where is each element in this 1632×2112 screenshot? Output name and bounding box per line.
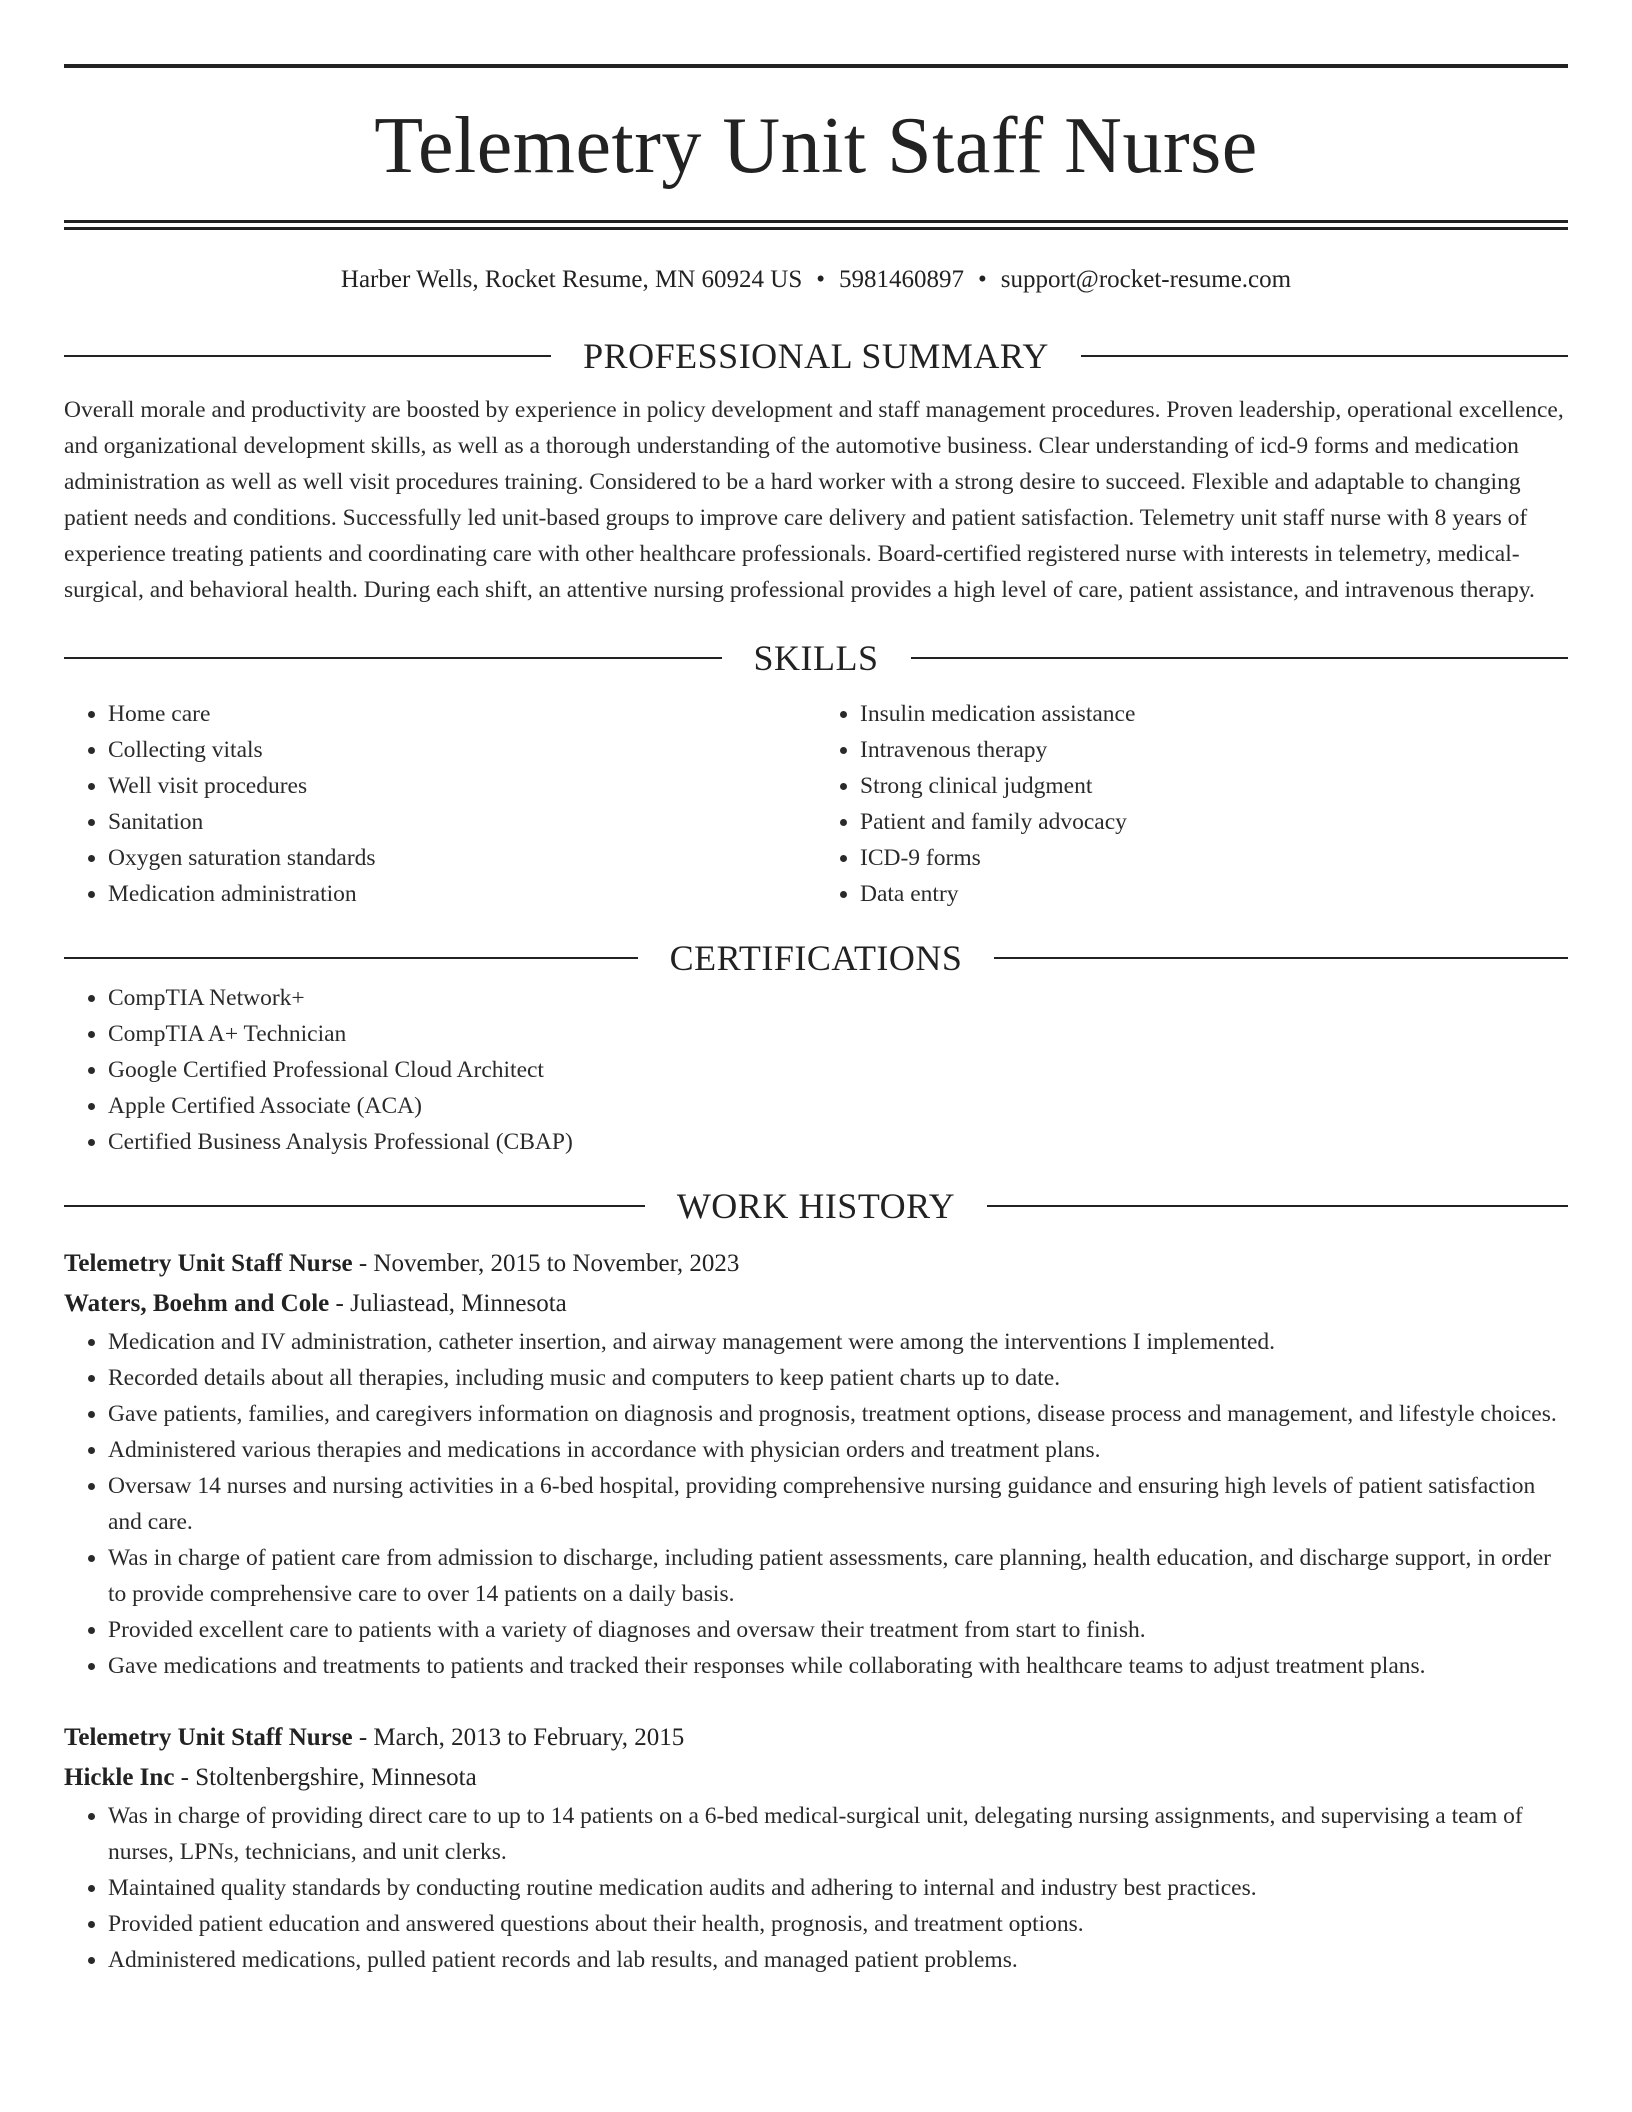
contact-phone: 5981460897 (839, 266, 965, 293)
contact-separator: • (978, 266, 987, 293)
job-title: Telemetry Unit Staff Nurse (64, 1250, 353, 1277)
job-title: Telemetry Unit Staff Nurse (64, 1724, 353, 1751)
skills-columns (64, 696, 1568, 912)
summary-text: Overall morale and productivity are boosted by experience in policy development and staff management procedures. Proven leadership, operational excellence, and organizational development skills, as well as a thorough understanding of the automotive business. Clear understanding of icd-9 forms and medication administration as well as well visit procedures training. Considered to be a hard worker with a strong desire to succeed. Flexible and adaptable to changing patient needs and conditions. Successfully led unit-based groups to improve care delivery and patient satisfaction. Telemetry unit staff nurse with 8 years of experience treating patients and coordinating care with other healthcare professionals. Board-certified registered nurse with interests in telemetry, medical-surgical, and behavioral health. During each shift, an attentive nursing professional provides a high level of care, patient assistance, and intravenous therapy. (64, 397, 1564, 603)
section-rule-left (64, 1205, 645, 1207)
list-item: • Medication and IV administration, catheter insertion, and airway management were among the interventions I implemented. (108, 1324, 1568, 1360)
contact-separator: • (816, 266, 826, 293)
contact-address: Harber Wells, Rocket Resume, MN 60924 US (340, 266, 803, 293)
job-dates: - November, 2015 to November, 2023 (352, 1250, 740, 1277)
section-rule-left (64, 355, 551, 357)
contact-email: support@rocket-resume.com (1000, 266, 1292, 293)
job-title-line (64, 1244, 1568, 1284)
section-rule-right (911, 657, 1569, 659)
resume-page (64, 0, 1568, 1978)
list-item: • Gave medications and treatments to patients and tracked their responses while collaborating with healthcare teams to adjust treatment plans. (108, 1648, 1568, 1684)
list-item: • Collecting vitals (108, 732, 816, 768)
list-item: • Insulin medication assistance (860, 696, 1568, 732)
job-company-line (64, 1284, 1568, 1324)
list-item: • Oversaw 14 nurses and nursing activities in a 6-bed hospital, providing comprehensive nursing guidance and ensuring high levels of patient satisfaction and care. (108, 1468, 1568, 1540)
skills-list-right (816, 696, 1568, 912)
list-item: • Gave patients, families, and caregivers information on diagnosis and prognosis, treatment options, disease process and management, and lifestyle choices. (108, 1396, 1568, 1432)
job-dates: - March, 2013 to February, 2015 (352, 1724, 685, 1751)
list-item: • Maintained quality standards by conducting routine medication audits and adhering to internal and industry best practices. (108, 1870, 1568, 1906)
section-title: CERTIFICATIONS (669, 938, 963, 978)
section-header-certifications (64, 936, 1568, 980)
section-rule-right (994, 957, 1568, 959)
skills-list-left (64, 696, 816, 912)
resume-title: Telemetry Unit Staff Nurse (374, 102, 1258, 190)
list-item: • Recorded details about all therapies, including music and computers to keep patient charts up to date. (108, 1360, 1568, 1396)
job-location: - Juliastead, Minnesota (329, 1290, 567, 1317)
section-rule-right (987, 1205, 1568, 1207)
list-item: • Home care (108, 696, 816, 732)
list-item: • CompTIA A+ Technician (108, 1016, 1568, 1052)
list-item: • Medication administration (108, 876, 816, 912)
job-title-line (64, 1718, 1568, 1758)
title-double-rule (64, 220, 1568, 230)
list-item: • Sanitation (108, 804, 816, 840)
job-entry (64, 1244, 1568, 1684)
list-item: • Certified Business Analysis Professional (CBAP) (108, 1124, 1568, 1160)
job-bullets (64, 1798, 1568, 1978)
job-bullets (64, 1324, 1568, 1684)
job-company-line (64, 1758, 1568, 1798)
certifications-list (64, 980, 1568, 1160)
section-rule-left (64, 957, 638, 959)
list-item: • Oxygen saturation standards (108, 840, 816, 876)
top-rule (64, 64, 1568, 68)
section-rule-left (64, 657, 722, 659)
section-header-work-history (64, 1184, 1568, 1228)
section-header-summary (64, 334, 1568, 378)
list-item: • Well visit procedures (108, 768, 816, 804)
section-title: WORK HISTORY (676, 1186, 956, 1226)
list-item: • CompTIA Network+ (108, 980, 1568, 1016)
list-item: • Apple Certified Associate (ACA) (108, 1088, 1568, 1124)
section-rule-right (1081, 355, 1568, 357)
list-item: • Administered medications, pulled patient records and lab results, and managed patient problems. (108, 1942, 1568, 1978)
list-item: • Provided excellent care to patients with a variety of diagnoses and oversaw their treatment from start to finish. (108, 1612, 1568, 1648)
list-item: • Was in charge of patient care from admission to discharge, including patient assessments, care planning, health education, and discharge support, in order to provide comprehensive care to over 14 patients on a daily basis. (108, 1540, 1568, 1612)
list-item: • Provided patient education and answered questions about their health, prognosis, and treatment options. (108, 1906, 1568, 1942)
list-item: • Administered various therapies and medications in accordance with physician orders and treatment plans. (108, 1432, 1568, 1468)
list-item: • ICD-9 forms (860, 840, 1568, 876)
list-item: • Intravenous therapy (860, 732, 1568, 768)
list-item: • Google Certified Professional Cloud Architect (108, 1052, 1568, 1088)
list-item: • Strong clinical judgment (860, 768, 1568, 804)
list-item: • Data entry (860, 876, 1568, 912)
job-company: Waters, Boehm and Cole (64, 1290, 330, 1317)
list-item: • Was in charge of providing direct care to up to 14 patients on a 6-bed medical-surgical unit, delegating nursing assignments, and supervising a team of nurses, LPNs, technicians, and unit clerks. (108, 1798, 1568, 1870)
job-entry (64, 1718, 1568, 1978)
list-item: • Patient and family advocacy (860, 804, 1568, 840)
section-title: SKILLS (753, 638, 879, 678)
contact-line (64, 264, 1568, 296)
job-company: Hickle Inc (64, 1764, 175, 1791)
section-title: PROFESSIONAL SUMMARY (583, 336, 1049, 376)
job-location: - Stoltenbergshire, Minnesota (174, 1764, 477, 1791)
section-header-skills (64, 636, 1568, 680)
